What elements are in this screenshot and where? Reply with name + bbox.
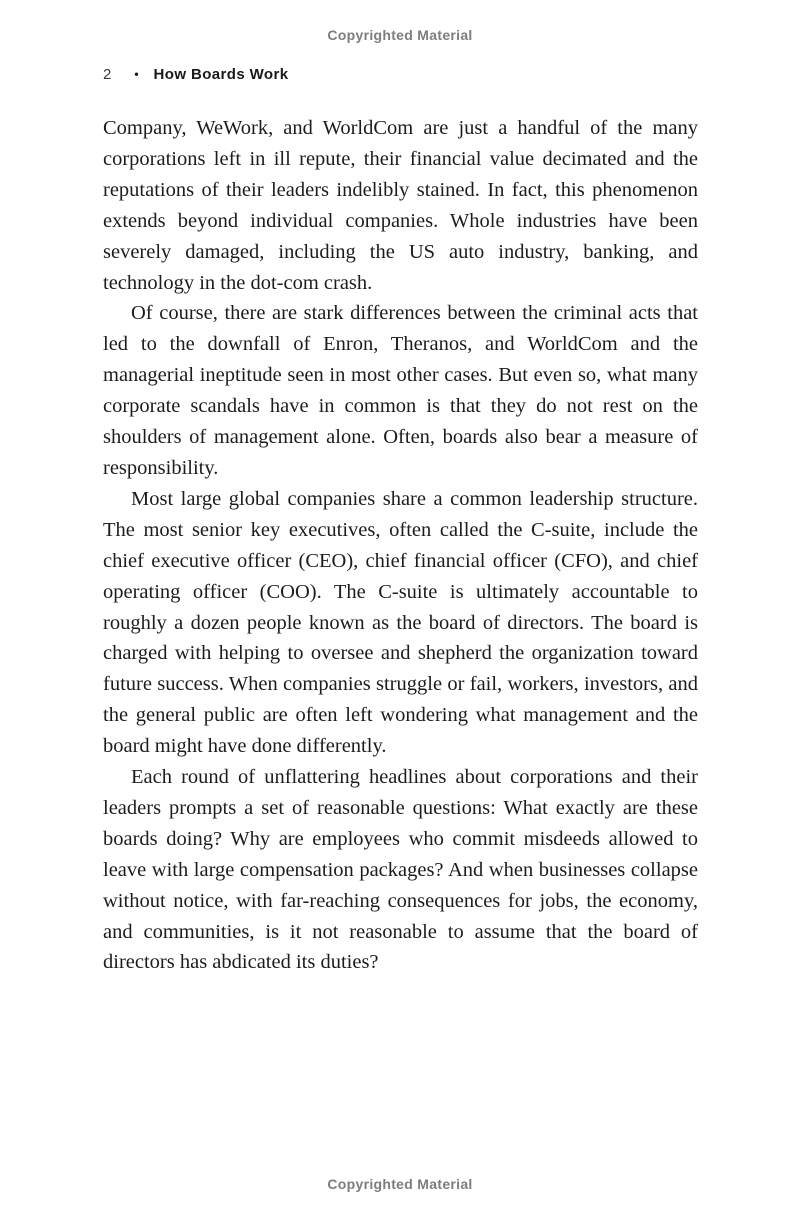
paragraph: Of course, there are stark differences between the criminal acts that led to the downfall of Enron, Theranos, and WorldCom and the managerial ineptitude seen in most other cases. But even so, what many corporate scandals have in common is that they do not rest on the shoulders of management alone. Often, boards also bear a measure of responsibility. — [103, 302, 698, 479]
running-header — [103, 66, 288, 83]
paragraph: Company, WeWork, and WorldCom are just a handful of the many corporations left in ill repute, their financial value decimated and the reputations of their leaders indelibly stained. In fact, this phenomenon extends beyond individual companies. Whole industries have been severely damaged, including the US auto industry, banking, and technology in the dot-com crash. — [103, 117, 698, 294]
page-number: 2 — [103, 66, 112, 83]
running-title: How Boards Work — [153, 66, 289, 83]
copyright-notice-top: Copyrighted Material — [327, 27, 473, 43]
paragraph: Each round of unflattering headlines about corporations and their leaders prompts a set of reasonable questions: What exactly are these boards doing? Why are employees who commit misdeeds allowed to leave with large compensation packages? And when businesses collapse without notice, with far-reaching consequences for jobs, the economy, and communities, is it not reasonable to assume that the board of directors has abdicated its duties? — [103, 766, 698, 974]
body-text-block — [103, 113, 698, 978]
paragraph: Most large global companies share a common leadership structure. The most senior key executives, often called the C-suite, include the chief executive officer (CEO), chief financial officer (CFO), and chief operating officer (COO). The C-suite is ultimately accountable to roughly a dozen people known as the board of directors. The board is charged with helping to oversee and shepherd the organization toward future success. When companies struggle or fail, workers, investors, and the general public are often left wondering what management and the board might have done differently. — [103, 487, 698, 758]
bullet-separator: • — [134, 67, 139, 81]
copyright-notice-bottom: Copyrighted Material — [327, 1176, 473, 1192]
